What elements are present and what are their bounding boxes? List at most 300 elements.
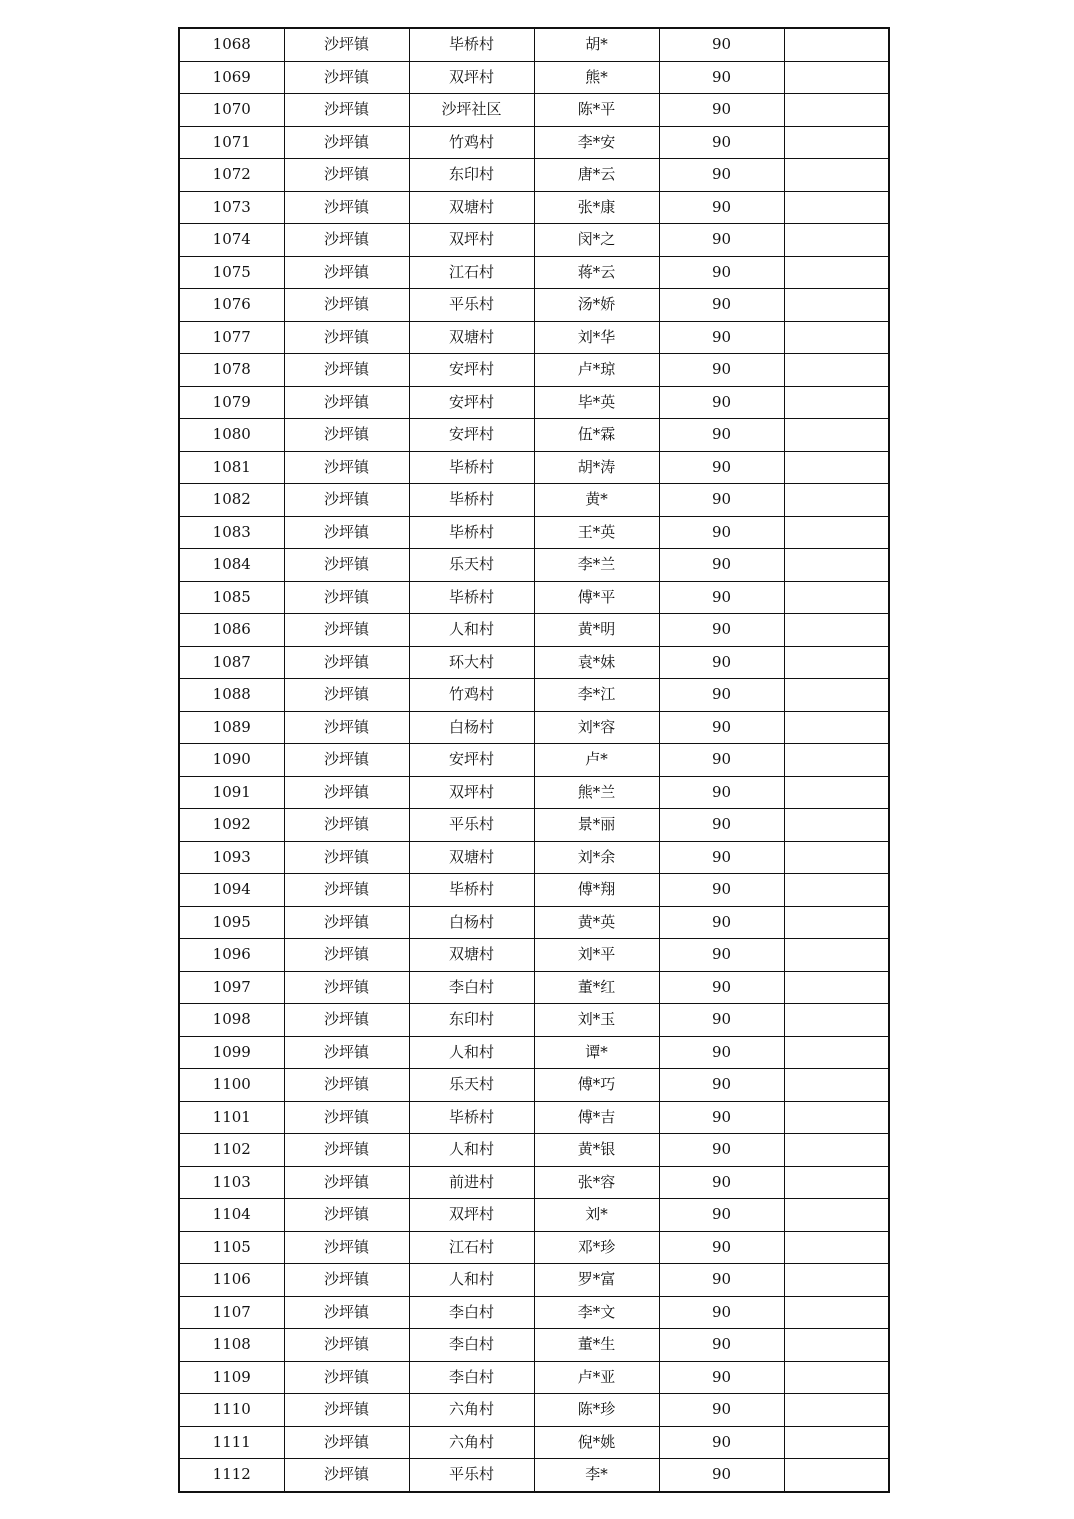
cell-town: 沙坪镇 [284, 289, 409, 322]
cell-village: 毕桥村 [409, 28, 534, 61]
table-row [179, 451, 889, 484]
cell-name: 卢*亚 [534, 1361, 659, 1394]
cell-town: 沙坪镇 [284, 451, 409, 484]
cell-name: 李*江 [534, 679, 659, 712]
table-row [179, 516, 889, 549]
cell-name: 卢*琼 [534, 354, 659, 387]
cell-town: 沙坪镇 [284, 939, 409, 972]
cell-village: 双塘村 [409, 939, 534, 972]
cell-note [784, 679, 889, 712]
cell-note [784, 939, 889, 972]
cell-name: 刘*平 [534, 939, 659, 972]
cell-town: 沙坪镇 [284, 1426, 409, 1459]
cell-name: 黄*英 [534, 906, 659, 939]
cell-note [784, 159, 889, 192]
cell-serial-number: 1083 [179, 516, 284, 549]
cell-village: 毕桥村 [409, 516, 534, 549]
cell-amount: 90 [659, 711, 784, 744]
cell-note [784, 1264, 889, 1297]
data-table [178, 27, 890, 1493]
cell-serial-number: 1102 [179, 1134, 284, 1167]
cell-amount: 90 [659, 1134, 784, 1167]
table-row [179, 646, 889, 679]
table-row [179, 386, 889, 419]
cell-amount: 90 [659, 94, 784, 127]
cell-amount: 90 [659, 28, 784, 61]
cell-name: 李* [534, 1459, 659, 1492]
cell-amount: 90 [659, 581, 784, 614]
cell-town: 沙坪镇 [284, 1329, 409, 1362]
cell-village: 前进村 [409, 1166, 534, 1199]
cell-serial-number: 1086 [179, 614, 284, 647]
cell-town: 沙坪镇 [284, 321, 409, 354]
cell-village: 李白村 [409, 1296, 534, 1329]
cell-serial-number: 1094 [179, 874, 284, 907]
cell-amount: 90 [659, 874, 784, 907]
cell-village: 李白村 [409, 1361, 534, 1394]
cell-note [784, 386, 889, 419]
cell-town: 沙坪镇 [284, 711, 409, 744]
cell-amount: 90 [659, 159, 784, 192]
cell-note [784, 809, 889, 842]
cell-town: 沙坪镇 [284, 1361, 409, 1394]
cell-name: 黄*银 [534, 1134, 659, 1167]
cell-name: 陈*平 [534, 94, 659, 127]
cell-amount: 90 [659, 1394, 784, 1427]
cell-serial-number: 1076 [179, 289, 284, 322]
cell-note [784, 484, 889, 517]
cell-name: 伍*霖 [534, 419, 659, 452]
cell-name: 谭* [534, 1036, 659, 1069]
cell-amount: 90 [659, 646, 784, 679]
table-row [179, 1264, 889, 1297]
cell-town: 沙坪镇 [284, 61, 409, 94]
cell-town: 沙坪镇 [284, 1459, 409, 1492]
table-row [179, 1166, 889, 1199]
cell-amount: 90 [659, 906, 784, 939]
cell-town: 沙坪镇 [284, 549, 409, 582]
cell-note [784, 191, 889, 224]
cell-note [784, 1069, 889, 1102]
cell-name: 熊* [534, 61, 659, 94]
cell-village: 毕桥村 [409, 451, 534, 484]
cell-amount: 90 [659, 776, 784, 809]
cell-name: 毕*英 [534, 386, 659, 419]
cell-amount: 90 [659, 1459, 784, 1492]
cell-note [784, 776, 889, 809]
cell-note [784, 1394, 889, 1427]
cell-amount: 90 [659, 1069, 784, 1102]
cell-amount: 90 [659, 744, 784, 777]
cell-serial-number: 1087 [179, 646, 284, 679]
cell-name: 王*英 [534, 516, 659, 549]
cell-serial-number: 1098 [179, 1004, 284, 1037]
table-row [179, 1361, 889, 1394]
cell-town: 沙坪镇 [284, 581, 409, 614]
cell-town: 沙坪镇 [284, 94, 409, 127]
cell-village: 双坪村 [409, 1199, 534, 1232]
cell-serial-number: 1085 [179, 581, 284, 614]
table-row [179, 1036, 889, 1069]
cell-amount: 90 [659, 1296, 784, 1329]
cell-town: 沙坪镇 [284, 1264, 409, 1297]
cell-serial-number: 1093 [179, 841, 284, 874]
cell-town: 沙坪镇 [284, 386, 409, 419]
cell-amount: 90 [659, 1264, 784, 1297]
cell-village: 六角村 [409, 1394, 534, 1427]
cell-note [784, 841, 889, 874]
cell-village: 人和村 [409, 614, 534, 647]
cell-serial-number: 1082 [179, 484, 284, 517]
cell-amount: 90 [659, 614, 784, 647]
cell-name: 张*容 [534, 1166, 659, 1199]
cell-note [784, 581, 889, 614]
cell-note [784, 1426, 889, 1459]
cell-name: 傅*巧 [534, 1069, 659, 1102]
cell-village: 白杨村 [409, 906, 534, 939]
cell-serial-number: 1071 [179, 126, 284, 159]
cell-town: 沙坪镇 [284, 646, 409, 679]
cell-serial-number: 1078 [179, 354, 284, 387]
cell-name: 熊*兰 [534, 776, 659, 809]
cell-amount: 90 [659, 1426, 784, 1459]
cell-town: 沙坪镇 [284, 776, 409, 809]
cell-village: 沙坪社区 [409, 94, 534, 127]
cell-name: 胡*涛 [534, 451, 659, 484]
cell-serial-number: 1099 [179, 1036, 284, 1069]
cell-village: 李白村 [409, 1329, 534, 1362]
cell-note [784, 1199, 889, 1232]
table-row [179, 354, 889, 387]
cell-town: 沙坪镇 [284, 744, 409, 777]
cell-note [784, 906, 889, 939]
cell-note [784, 711, 889, 744]
cell-note [784, 1459, 889, 1492]
cell-town: 沙坪镇 [284, 809, 409, 842]
table-row [179, 159, 889, 192]
cell-town: 沙坪镇 [284, 159, 409, 192]
table-row [179, 1231, 889, 1264]
table-row [179, 28, 889, 61]
table-row [179, 1394, 889, 1427]
cell-serial-number: 1105 [179, 1231, 284, 1264]
cell-amount: 90 [659, 386, 784, 419]
cell-serial-number: 1075 [179, 256, 284, 289]
table-row [179, 809, 889, 842]
cell-village: 双塘村 [409, 191, 534, 224]
cell-serial-number: 1103 [179, 1166, 284, 1199]
table-row [179, 679, 889, 712]
cell-serial-number: 1089 [179, 711, 284, 744]
cell-village: 平乐村 [409, 1459, 534, 1492]
cell-note [784, 1036, 889, 1069]
cell-village: 乐天村 [409, 1069, 534, 1102]
cell-amount: 90 [659, 484, 784, 517]
table-row [179, 744, 889, 777]
table-row [179, 289, 889, 322]
table-row [179, 61, 889, 94]
cell-town: 沙坪镇 [284, 971, 409, 1004]
cell-amount: 90 [659, 1231, 784, 1264]
cell-village: 双塘村 [409, 321, 534, 354]
cell-village: 双坪村 [409, 61, 534, 94]
cell-village: 双坪村 [409, 776, 534, 809]
table-row [179, 256, 889, 289]
cell-name: 刘*华 [534, 321, 659, 354]
cell-name: 罗*富 [534, 1264, 659, 1297]
cell-town: 沙坪镇 [284, 906, 409, 939]
cell-name: 汤*娇 [534, 289, 659, 322]
cell-name: 李*兰 [534, 549, 659, 582]
table-row [179, 906, 889, 939]
cell-serial-number: 1091 [179, 776, 284, 809]
cell-town: 沙坪镇 [284, 1231, 409, 1264]
cell-village: 平乐村 [409, 809, 534, 842]
cell-name: 刘*容 [534, 711, 659, 744]
cell-note [784, 874, 889, 907]
cell-note [784, 224, 889, 257]
table-row [179, 94, 889, 127]
cell-amount: 90 [659, 516, 784, 549]
cell-amount: 90 [659, 354, 784, 387]
table-row [179, 581, 889, 614]
cell-village: 毕桥村 [409, 1101, 534, 1134]
cell-note [784, 28, 889, 61]
cell-amount: 90 [659, 549, 784, 582]
table-row [179, 191, 889, 224]
table-row [179, 939, 889, 972]
table-row [179, 1329, 889, 1362]
cell-serial-number: 1072 [179, 159, 284, 192]
cell-town: 沙坪镇 [284, 841, 409, 874]
cell-name: 傅*平 [534, 581, 659, 614]
cell-note [784, 451, 889, 484]
cell-amount: 90 [659, 1004, 784, 1037]
cell-name: 景*丽 [534, 809, 659, 842]
cell-serial-number: 1079 [179, 386, 284, 419]
cell-amount: 90 [659, 1329, 784, 1362]
cell-village: 竹鸡村 [409, 126, 534, 159]
cell-serial-number: 1104 [179, 1199, 284, 1232]
table-row [179, 711, 889, 744]
cell-amount: 90 [659, 809, 784, 842]
cell-note [784, 94, 889, 127]
cell-village: 白杨村 [409, 711, 534, 744]
cell-note [784, 1101, 889, 1134]
cell-amount: 90 [659, 451, 784, 484]
table-row [179, 1426, 889, 1459]
table-row [179, 1101, 889, 1134]
cell-amount: 90 [659, 1101, 784, 1134]
cell-town: 沙坪镇 [284, 484, 409, 517]
table-row [179, 549, 889, 582]
cell-village: 东印村 [409, 1004, 534, 1037]
cell-name: 董*红 [534, 971, 659, 1004]
table-row [179, 484, 889, 517]
cell-note [784, 549, 889, 582]
cell-village: 乐天村 [409, 549, 534, 582]
cell-village: 环大村 [409, 646, 534, 679]
cell-name: 傅*翔 [534, 874, 659, 907]
table-row [179, 321, 889, 354]
cell-serial-number: 1084 [179, 549, 284, 582]
cell-name: 黄* [534, 484, 659, 517]
table-row [179, 1459, 889, 1492]
cell-note [784, 289, 889, 322]
cell-town: 沙坪镇 [284, 1036, 409, 1069]
cell-village: 双坪村 [409, 224, 534, 257]
cell-name: 袁*妹 [534, 646, 659, 679]
cell-serial-number: 1111 [179, 1426, 284, 1459]
cell-serial-number: 1112 [179, 1459, 284, 1492]
cell-amount: 90 [659, 256, 784, 289]
cell-amount: 90 [659, 61, 784, 94]
table-row [179, 971, 889, 1004]
table-row [179, 614, 889, 647]
cell-town: 沙坪镇 [284, 614, 409, 647]
cell-town: 沙坪镇 [284, 1166, 409, 1199]
cell-note [784, 1166, 889, 1199]
cell-village: 李白村 [409, 971, 534, 1004]
cell-serial-number: 1074 [179, 224, 284, 257]
cell-note [784, 1329, 889, 1362]
cell-name: 董*生 [534, 1329, 659, 1362]
cell-serial-number: 1080 [179, 419, 284, 452]
table-row [179, 224, 889, 257]
cell-serial-number: 1108 [179, 1329, 284, 1362]
cell-serial-number: 1090 [179, 744, 284, 777]
cell-name: 李*安 [534, 126, 659, 159]
cell-name: 倪*姚 [534, 1426, 659, 1459]
cell-town: 沙坪镇 [284, 224, 409, 257]
cell-serial-number: 1100 [179, 1069, 284, 1102]
cell-town: 沙坪镇 [284, 679, 409, 712]
cell-town: 沙坪镇 [284, 1069, 409, 1102]
cell-town: 沙坪镇 [284, 1101, 409, 1134]
cell-town: 沙坪镇 [284, 256, 409, 289]
cell-serial-number: 1077 [179, 321, 284, 354]
cell-amount: 90 [659, 321, 784, 354]
cell-serial-number: 1073 [179, 191, 284, 224]
cell-amount: 90 [659, 126, 784, 159]
cell-town: 沙坪镇 [284, 28, 409, 61]
cell-amount: 90 [659, 1036, 784, 1069]
cell-serial-number: 1068 [179, 28, 284, 61]
cell-note [784, 971, 889, 1004]
cell-village: 毕桥村 [409, 874, 534, 907]
table-row [179, 419, 889, 452]
table-body [179, 28, 889, 1492]
cell-village: 江石村 [409, 256, 534, 289]
cell-amount: 90 [659, 1166, 784, 1199]
cell-amount: 90 [659, 224, 784, 257]
cell-name: 黄*明 [534, 614, 659, 647]
table-row [179, 1199, 889, 1232]
cell-note [784, 744, 889, 777]
cell-note [784, 1361, 889, 1394]
cell-name: 闵*之 [534, 224, 659, 257]
cell-town: 沙坪镇 [284, 1004, 409, 1037]
cell-serial-number: 1106 [179, 1264, 284, 1297]
cell-note [784, 321, 889, 354]
cell-amount: 90 [659, 1361, 784, 1394]
cell-town: 沙坪镇 [284, 1394, 409, 1427]
cell-amount: 90 [659, 1199, 784, 1232]
cell-town: 沙坪镇 [284, 1199, 409, 1232]
cell-name: 蒋*云 [534, 256, 659, 289]
cell-name: 胡* [534, 28, 659, 61]
table-row [179, 1296, 889, 1329]
cell-name: 刘*玉 [534, 1004, 659, 1037]
cell-serial-number: 1101 [179, 1101, 284, 1134]
cell-note [784, 354, 889, 387]
cell-serial-number: 1070 [179, 94, 284, 127]
cell-name: 陈*珍 [534, 1394, 659, 1427]
cell-amount: 90 [659, 841, 784, 874]
cell-village: 毕桥村 [409, 484, 534, 517]
cell-amount: 90 [659, 939, 784, 972]
cell-name: 李*文 [534, 1296, 659, 1329]
cell-town: 沙坪镇 [284, 191, 409, 224]
cell-village: 安坪村 [409, 386, 534, 419]
cell-note [784, 1296, 889, 1329]
cell-village: 双塘村 [409, 841, 534, 874]
cell-village: 安坪村 [409, 419, 534, 452]
cell-serial-number: 1092 [179, 809, 284, 842]
cell-town: 沙坪镇 [284, 419, 409, 452]
cell-village: 人和村 [409, 1036, 534, 1069]
table-row [179, 126, 889, 159]
cell-town: 沙坪镇 [284, 1134, 409, 1167]
cell-note [784, 61, 889, 94]
cell-note [784, 614, 889, 647]
cell-village: 竹鸡村 [409, 679, 534, 712]
cell-town: 沙坪镇 [284, 354, 409, 387]
cell-note [784, 516, 889, 549]
cell-note [784, 419, 889, 452]
cell-note [784, 1231, 889, 1264]
cell-name: 刘* [534, 1199, 659, 1232]
cell-town: 沙坪镇 [284, 874, 409, 907]
table-row [179, 874, 889, 907]
table-row [179, 841, 889, 874]
cell-serial-number: 1069 [179, 61, 284, 94]
table-row [179, 1004, 889, 1037]
cell-name: 邓*珍 [534, 1231, 659, 1264]
cell-village: 毕桥村 [409, 581, 534, 614]
cell-village: 六角村 [409, 1426, 534, 1459]
cell-village: 安坪村 [409, 744, 534, 777]
cell-serial-number: 1088 [179, 679, 284, 712]
cell-note [784, 1134, 889, 1167]
cell-town: 沙坪镇 [284, 126, 409, 159]
cell-note [784, 256, 889, 289]
cell-village: 平乐村 [409, 289, 534, 322]
cell-name: 傅*吉 [534, 1101, 659, 1134]
cell-note [784, 1004, 889, 1037]
cell-serial-number: 1095 [179, 906, 284, 939]
cell-note [784, 646, 889, 679]
cell-village: 安坪村 [409, 354, 534, 387]
cell-amount: 90 [659, 289, 784, 322]
cell-amount: 90 [659, 419, 784, 452]
cell-amount: 90 [659, 191, 784, 224]
cell-serial-number: 1109 [179, 1361, 284, 1394]
cell-serial-number: 1097 [179, 971, 284, 1004]
table-row [179, 1134, 889, 1167]
cell-town: 沙坪镇 [284, 516, 409, 549]
cell-village: 人和村 [409, 1264, 534, 1297]
